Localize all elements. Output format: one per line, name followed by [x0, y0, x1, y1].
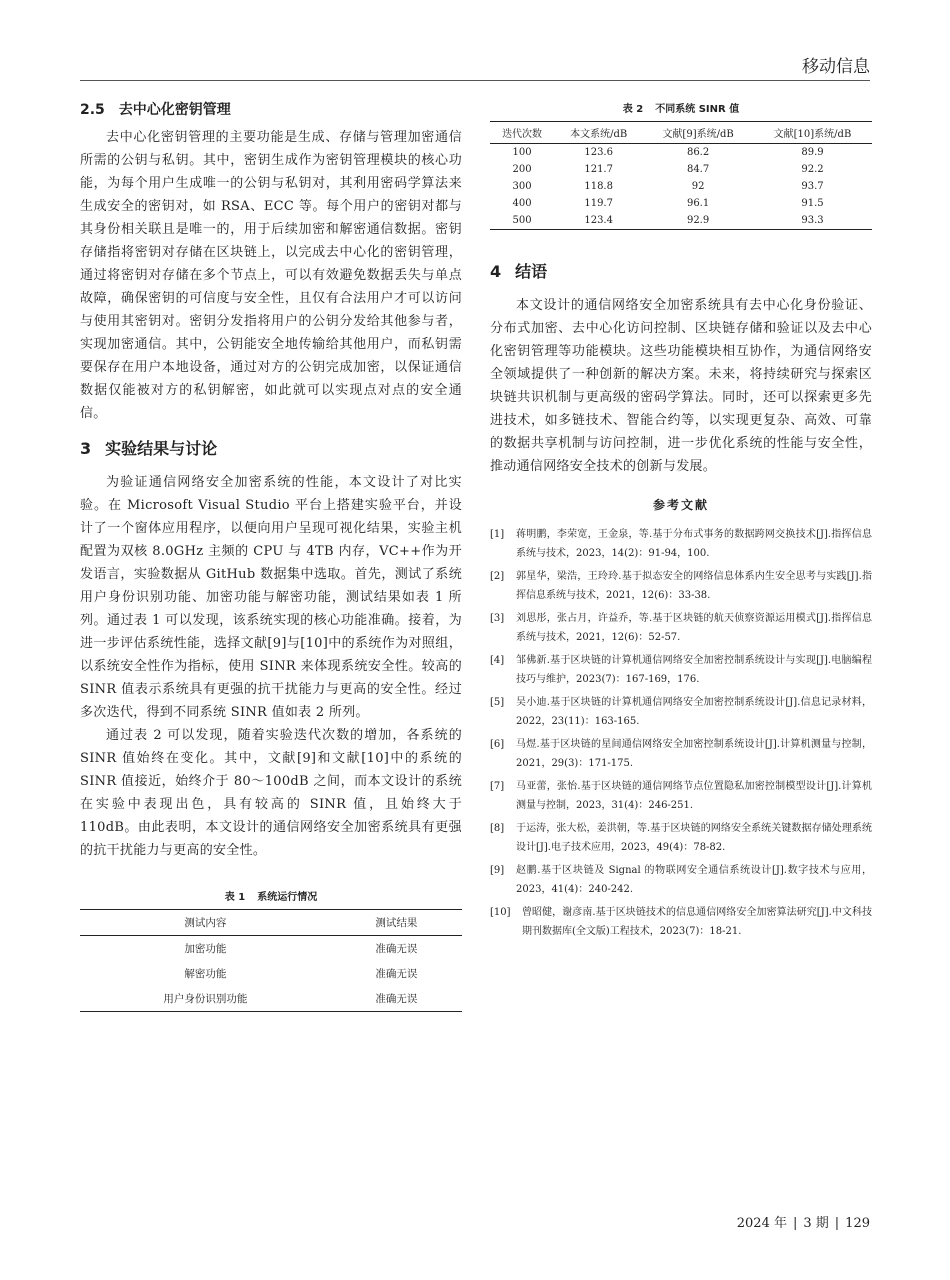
table-label: 表 2	[622, 104, 644, 115]
table-cell: 84.7	[686, 164, 710, 175]
table-row	[80, 961, 462, 986]
reference-text: 蒋明鹏，李荣宽，王金泉，等.基于分布式事务的数据跨网交换技术[J].指挥信息系统与技术，2023，14(2)：91-94，100.	[516, 529, 872, 559]
section-2-5-heading	[80, 100, 462, 120]
reference-text: 刘思彤，张占月，许益乔，等.基于区块链的航天侦察资源运用模式[J].指挥信息系统与技术，2021，12(6)：52-57.	[516, 613, 872, 643]
section-4-heading	[490, 258, 872, 286]
footer-issue: 3 期	[803, 1216, 829, 1231]
table-cell: 解密功能	[184, 968, 227, 980]
section-number: 4	[490, 262, 502, 281]
table-cell: 91.5	[801, 198, 824, 209]
table-row	[80, 936, 462, 962]
reference-number: [3]	[490, 613, 505, 624]
table-cell: 93.7	[801, 181, 824, 192]
table-cell: 加密功能	[184, 943, 227, 955]
footer-separator: |	[792, 1216, 798, 1231]
table-cell: 118.8	[584, 181, 613, 192]
table-cell: 100	[512, 147, 532, 158]
section-number: 3	[80, 439, 92, 458]
column-header: 测试结果	[331, 910, 462, 936]
reference-text: 马亚蕾，张怡.基于区块链的通信网络节点位置隐私加密控制模型设计[J].计算机测量与控制，2023，31(4)：246-251.	[516, 781, 872, 811]
table-header-row	[490, 122, 872, 144]
footer-separator: |	[834, 1216, 840, 1231]
reference-item	[490, 819, 872, 857]
reference-number: [4]	[490, 655, 505, 666]
table-label: 表 1	[224, 892, 246, 903]
journal-title: 移动信息	[802, 57, 870, 77]
reference-number: [9]	[490, 865, 505, 876]
table-cell: 准确无误	[331, 986, 462, 1012]
column-header: 文献[9]系统/dB	[643, 122, 753, 144]
column-header: 本文系统/dB	[554, 122, 643, 144]
reference-text: 吴小迪.基于区块链的计算机通信网络安全加密控制系统设计[J].信息记录材料，2022，23(11)：163-165.	[516, 697, 872, 727]
page-footer	[737, 1212, 870, 1231]
column-header: 文献[10]系统/dB	[753, 122, 872, 144]
reference-number: [6]	[490, 739, 505, 750]
table-cell: 119.7	[584, 198, 613, 209]
section-title: 结语	[515, 262, 548, 281]
reference-item	[490, 903, 872, 941]
table-cell: 96.1	[686, 198, 710, 209]
reference-item	[490, 651, 872, 689]
table-cell: 300	[512, 181, 532, 192]
table-row	[490, 144, 872, 162]
reference-text: 曾昭健，谢彦南.基于区块链技术的信息通信网络安全加密算法研究[J].中文科技期刊数据库(全文版)工程技术，2023(7)：18-21.	[522, 907, 872, 937]
table-header-row	[80, 910, 462, 936]
table-2	[490, 121, 872, 230]
reference-item	[490, 693, 872, 731]
table-cell: 121.7	[584, 164, 613, 175]
section-title: 实验结果与讨论	[105, 439, 218, 458]
reference-text: 马煜.基于区块链的星间通信网络安全加密控制系统设计[J].计算机测量与控制，2021，29(3)：171-175.	[516, 739, 872, 769]
section-3-heading	[80, 435, 462, 463]
table-cell: 123.6	[584, 147, 613, 158]
reference-number: [5]	[490, 697, 505, 708]
reference-text: 邹佛新.基于区块链的计算机通信网络安全加密控制系统设计与实现[J].电脑编程技巧与维护，2023(7)：167-169，176.	[516, 655, 872, 685]
reference-item	[490, 525, 872, 563]
table-row	[490, 161, 872, 178]
table-1	[80, 909, 462, 1012]
table-cell: 92.9	[643, 212, 753, 230]
reference-item	[490, 777, 872, 815]
table-title: 系统运行情况	[257, 892, 318, 903]
table-cell: 400	[512, 198, 532, 209]
table-cell: 93.3	[753, 212, 872, 230]
table-cell: 准确无误	[375, 968, 418, 980]
reference-item	[490, 861, 872, 899]
reference-number: [8]	[490, 823, 505, 834]
table-2-caption	[490, 100, 872, 115]
table-cell: 92.2	[801, 164, 824, 175]
table-cell: 92	[691, 181, 705, 192]
reference-number: [10]	[490, 907, 511, 918]
reference-text: 于运涛，张大松，姜洪朝，等.基于区块链的网络安全系统关键数据存储处理系统设计[J].电子技术应用，2023，49(4)：78-82.	[516, 823, 872, 853]
table-row	[490, 195, 872, 212]
reference-number: [2]	[490, 571, 505, 582]
page-number: 129	[845, 1216, 870, 1231]
table-cell: 用户身份识别功能	[80, 986, 331, 1012]
table-1-caption	[80, 888, 462, 903]
references-list	[490, 525, 872, 941]
reference-text: 郭星华，梁浩，王玲玲.基于拟态安全的网络信息体系内生安全思考与实践[J].指挥信息系统与技术，2021，12(6)：33-38.	[516, 571, 872, 601]
table-cell: 准确无误	[375, 943, 418, 955]
header-divider	[80, 80, 870, 81]
reference-item	[490, 609, 872, 647]
paragraph: 本文设计的通信网络安全加密系统具有去中心化身份验证、分布式加密、去中心化访问控制、区块链存储和验证以及去中心化密钥管理等功能模块。这些功能模块相互协作，为通信网络安全领域提供了一种创新的解决方案。未来，将持续研究与探索区块链共识机制与更高级的密码学算法。同时，还可以探索更多先进技术，如多链技术、智能合约等，以实现更复杂、高效、可靠的数据共享机制与访问控制，进一步优化系统的性能与安全性，推动通信网络安全技术的创新与发展。	[490, 298, 872, 474]
right-column	[490, 100, 872, 945]
footer-year: 2024 年	[736, 1216, 787, 1231]
table-title: 不同系统 SINR 值	[655, 104, 740, 115]
paragraph: 为验证通信网络安全加密系统的性能，本文设计了对比实验。在 Microsoft Visual Studio 平台上搭建实验平台，并设计了一个窗体应用程序，以便向用户呈现可视化结果，实验主机配置为双核 8.0GHz 主频的 CPU 与 4TB 内存，VC++作为开发语言，实验数据从 GitHub 数据集中选取。首先，测试了系统用户身份识别功能、加密功能与解密功能，测试结果如表 1 所列。通过表 1 可以发现，该系统实现的核心功能准确。接着，为进一步评估系统性能，选择文献[9]与[10]中的系统作为对照组，以系统安全性作为指标，使用 SINR 来体现系统安全性。较高的 SINR 值表示系统具有更强的抗干扰能力与更高的安全性。经过多次迭代，得到不同系统 SINR 值如表 2 所列。	[80, 475, 462, 720]
references-heading: 参考文献	[652, 498, 709, 512]
table-row	[490, 178, 872, 195]
section-title: 去中心化密钥管理	[118, 102, 231, 118]
reference-number: [1]	[490, 529, 505, 540]
section-number: 2.5	[80, 102, 105, 118]
column-header: 迭代次数	[490, 122, 554, 144]
table-cell: 86.2	[686, 147, 710, 158]
table-row	[490, 212, 872, 230]
left-column	[80, 100, 462, 1012]
table-cell: 123.4	[554, 212, 643, 230]
paragraph: 去中心化密钥管理的主要功能是生成、存储与管理加密通信所需的公钥与私钥。其中，密钥生成作为密钥管理模块的核心功能，为每个用户生成唯一的公钥与私钥对，其利用密码学算法来生成安全的密钥对，如 RSA、ECC 等。每个用户的密钥对都与其身份相关联且是唯一的，用于后续加密和解密通信数据。密钥存储指将密钥对存储在区块链上，以完成去中心化的密钥管理，通过将密钥对存储在多个节点上，可以有效避免数据丢失与单点故障，确保密钥的可信度与安全性，且仅有合法用户才可以访问与使用其密钥对。密钥分发指将用户的公钥分发给其他参与者，实现加密通信。其中，公钥能安全地传输给其他用户，而私钥需要保存在用户本地设备，通过对方的公钥完成加密，以保证通信数据仅能被对方的私钥解密，如此就可以实现点对点的安全通信。	[80, 130, 462, 421]
reference-text: 赵鹏.基于区块链及 Signal 的物联网安全通信系统设计[J].数字技术与应用，2023，41(4)：240-242.	[516, 865, 872, 895]
table-cell: 500	[490, 212, 554, 230]
reference-item	[490, 567, 872, 605]
table-cell: 89.9	[801, 147, 824, 158]
column-header: 测试内容	[80, 910, 331, 936]
table-row	[80, 986, 462, 1012]
table-cell: 200	[512, 164, 532, 175]
reference-number: [7]	[490, 781, 505, 792]
paragraph: 通过表 2 可以发现，随着实验迭代次数的增加，各系统的 SINR 值始终在变化。其中，文献[9]和文献[10]中的系统的 SINR 值接近，始终介于 80～100dB 之间，而本文设计的系统在实验中表现出色，具有较高的 SINR 值，且始终大于 110dB。由此表明，本文设计的通信网络安全加密系统具有更强的抗干扰能力与更高的安全性。	[80, 728, 462, 858]
reference-item	[490, 735, 872, 773]
